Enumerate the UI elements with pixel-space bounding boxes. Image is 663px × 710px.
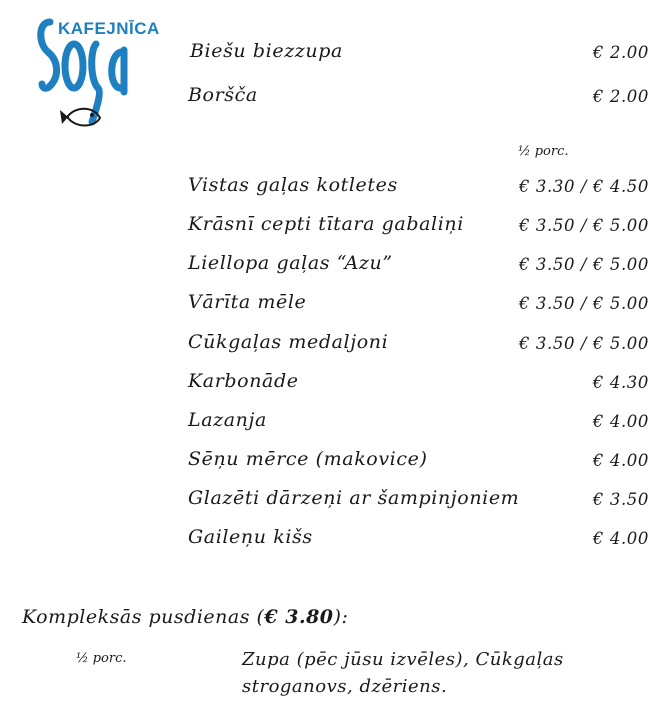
menu-item-name: Liellopa gaļas “Azu” [188, 252, 393, 274]
menu-item-name: Vistas gaļas kotletes [188, 174, 398, 196]
menu-item-price: € 3.50 / € 5.00 [518, 294, 649, 313]
complex-lunch-title [22, 606, 348, 628]
menu-item-name: Glazēti dārzeņi ar šampinjoniem [188, 487, 520, 509]
menu-item-price: € 3.30 / € 4.50 [518, 177, 649, 196]
logo-small-text: KAFEJNĪCA [58, 19, 160, 38]
menu-item-price: € 4.00 [592, 529, 649, 548]
menu-item-name: Karbonāde [188, 370, 299, 392]
complex-title-suffix: ): [333, 606, 349, 628]
menu-item-name: Biešu biezzupa [190, 40, 343, 62]
menu-item-price: € 2.00 [592, 43, 649, 62]
menu-item-price: € 4.00 [592, 412, 649, 431]
complex-title-prefix: Kompleksās pusdienas ( [22, 606, 265, 628]
menu-item-price: € 3.50 / € 5.00 [518, 216, 649, 235]
menu-item-price: € 4.30 [592, 373, 649, 392]
menu-item-price: € 3.50 [592, 490, 649, 509]
menu-item-name: Vārīta mēle [188, 291, 307, 313]
complex-title-price: € 3.80 [264, 606, 334, 628]
complex-lunch-description: Zupa (pēc jūsu izvēles), Cūkgaļas stroganovs, dzēriens. [242, 649, 564, 697]
menu-item-name: Sēņu mērce (makovice) [188, 448, 428, 470]
cafe-logo [36, 14, 161, 139]
menu-item-price: € 3.50 / € 5.00 [518, 334, 649, 353]
menu-item-name: Gaileņu kišs [188, 526, 313, 548]
menu-item-price: € 2.00 [592, 87, 649, 106]
menu-item-price: € 4.00 [592, 451, 649, 470]
menu-item-name: Krāsnī cepti tītara gabaliņi [188, 213, 464, 235]
menu-item-name: Lazanja [188, 409, 267, 431]
complex-portion-note: ½ porc. [76, 651, 127, 666]
menu-item-name: Boršča [188, 84, 258, 106]
menu-item-name: Cūkgaļas medaljoni [188, 331, 389, 353]
half-portion-header: ½ porc. [518, 144, 569, 159]
menu-item-price: € 3.50 / € 5.00 [518, 255, 649, 274]
